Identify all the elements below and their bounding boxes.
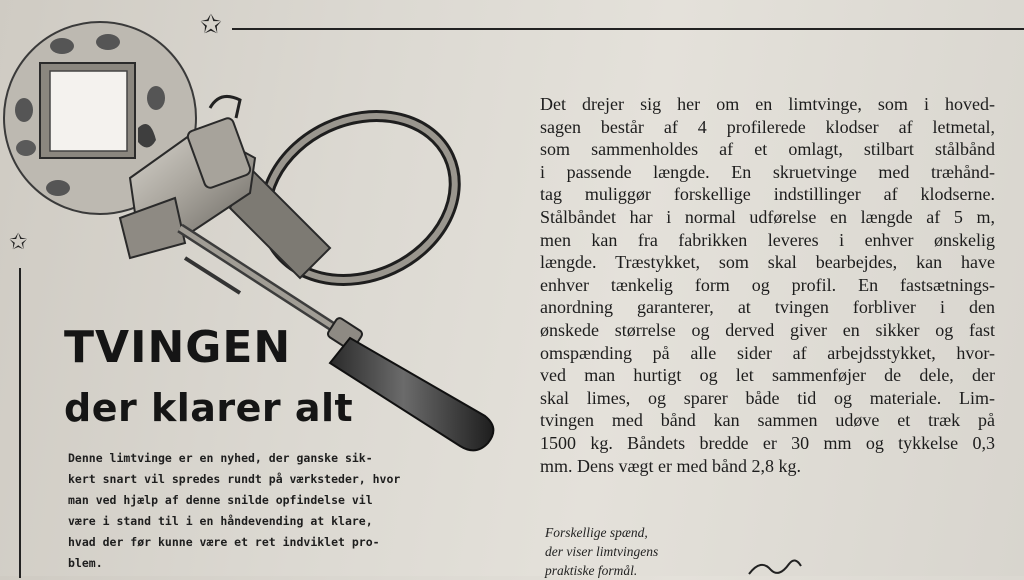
star-ornament-icon: ✩ <box>200 10 222 40</box>
intro-paragraph <box>68 448 448 574</box>
body-line: omspænding på alle sider af arbejdsstykket, hvor- <box>540 342 995 363</box>
intro-line: Denne limtvinge er en nyhed, der ganske sik- <box>68 451 373 465</box>
body-line: i passende længde. En skruetvinge med træhånd- <box>540 161 995 182</box>
body-line: ønskede størrelse og derved giver en sikker og fast <box>540 319 995 340</box>
star-ornament-icon: ✩ <box>9 230 28 255</box>
body-line: som sammenholdes af et omlagt, stilbart stålbånd <box>540 139 995 160</box>
steel-band <box>230 86 482 310</box>
body-paragraph <box>540 93 995 477</box>
intro-line: kert snart vil spredes rundt på værksteder, hvor <box>68 472 401 486</box>
body-line: anordning garanterer, at tvingen forbliver i den <box>540 297 995 318</box>
figure-caption <box>545 523 658 580</box>
body-line: længde. Træstykket, som skal bearbejdes, kan have <box>540 252 995 273</box>
intro-line: hvad der før kunne være et ret indviklet pro- <box>68 535 380 549</box>
headline-subtitle: der klarer alt <box>64 386 354 430</box>
caption-line: praktiske formål. <box>545 563 638 578</box>
intro-line: blem. <box>68 556 103 570</box>
caption-line: Forskellige spænd, <box>545 525 648 540</box>
headline-title: TVINGEN <box>64 322 292 373</box>
body-line: tvingen med bånd kan sammen udøve et træk på <box>540 410 995 431</box>
body-line: sagen består af 4 profilerede klodser af letmetal, <box>540 116 995 137</box>
partial-figure-edge <box>745 552 805 576</box>
intro-line: være i stand til i en håndevending at klare, <box>68 514 373 528</box>
body-line: tag muliggør forskellige indstillinger af klodserne. <box>540 184 995 205</box>
body-line: 1500 kg. Båndets bredde er 30 mm og tykkelse 0,3 <box>540 432 995 453</box>
body-line: enhver tænkelig form og profil. En fastsætnings- <box>540 274 995 295</box>
body-line: skal limes, og sparer både tid og materiale. Lim- <box>540 387 995 408</box>
body-line: men kan fra fabrikken leveres i enhver ønskelig <box>540 229 995 250</box>
caption-line: der viser limtvingens <box>545 544 659 559</box>
body-line: Stålbåndet har i normal udførelse en længde af 5 m, <box>540 206 995 227</box>
body-line: ved man hurtigt og let sammenføjer de dele, der <box>540 365 995 386</box>
intro-line: man ved hjælp af denne snilde opfindelse vil <box>68 493 373 507</box>
body-line: Det drejer sig her om en limtvinge, som i hoved- <box>540 94 995 114</box>
clamp-handle <box>326 317 493 451</box>
body-line: mm. Dens vægt er med bånd 2,8 kg. <box>540 455 801 476</box>
